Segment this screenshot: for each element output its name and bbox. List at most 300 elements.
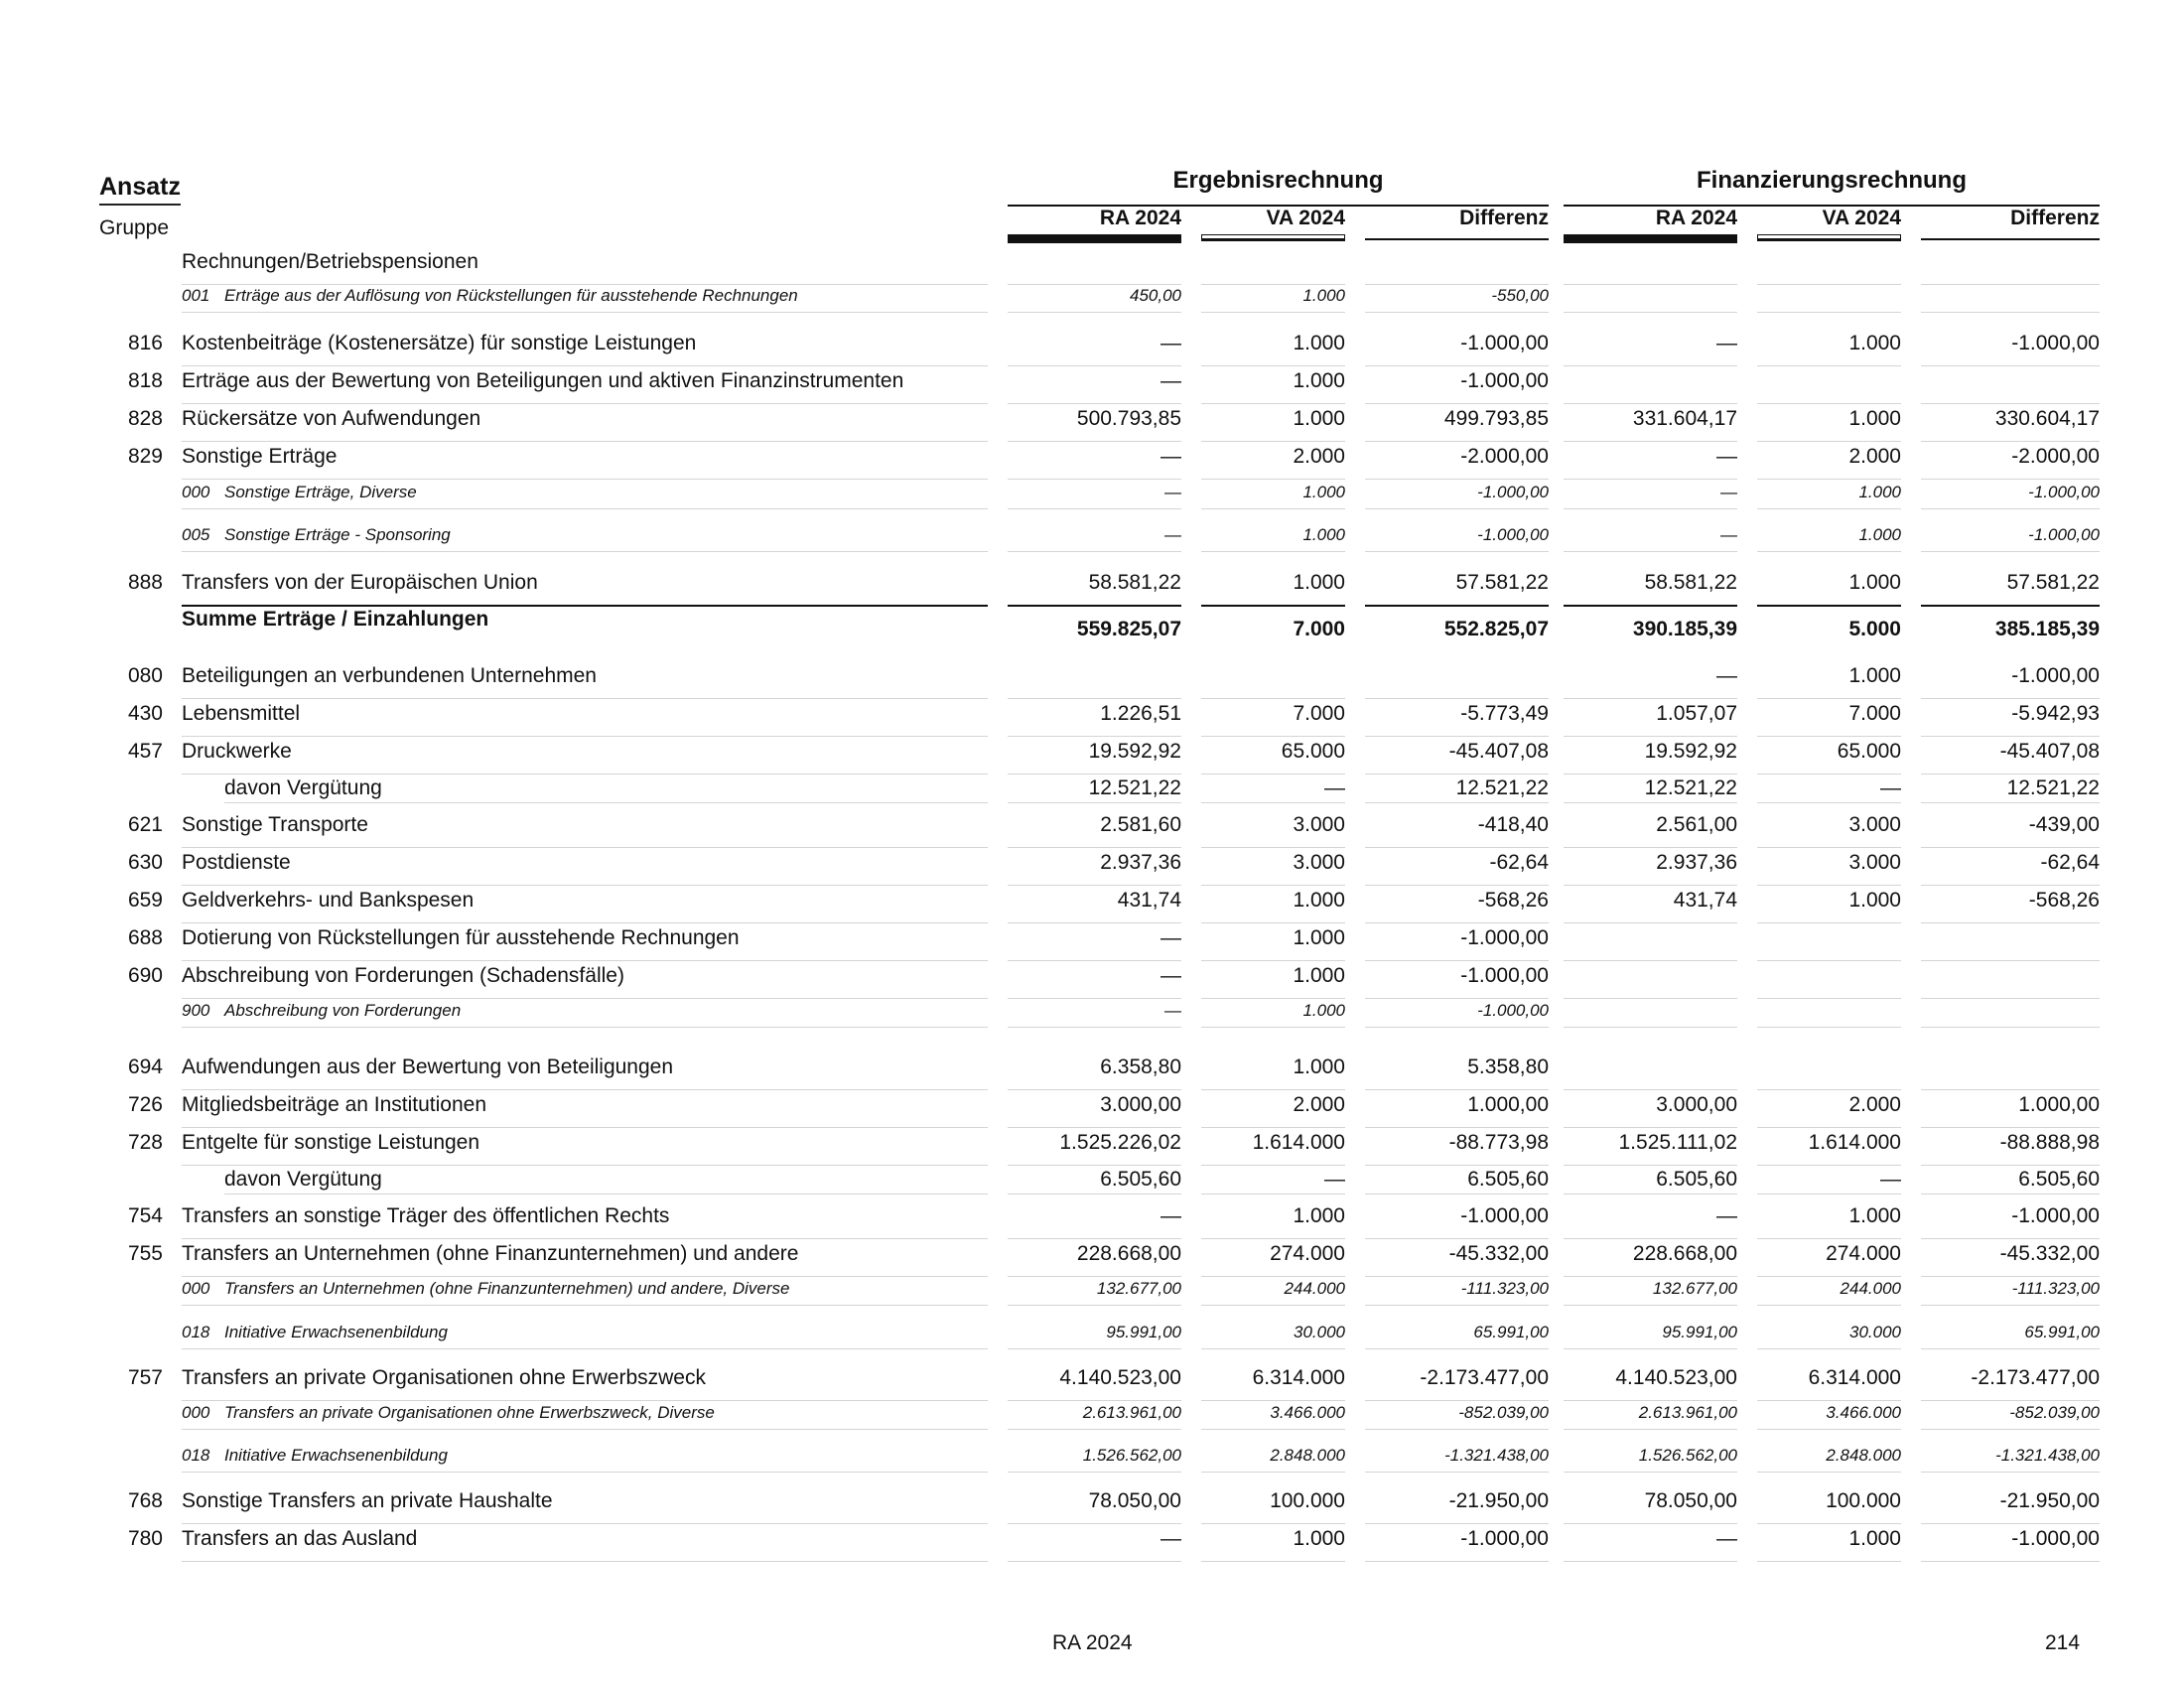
value-cell: -1.000,00 [1477, 1001, 1549, 1020]
row-divider [182, 698, 988, 699]
value-cell: -1.321.438,00 [1995, 1446, 2100, 1465]
value-cell: — [1716, 445, 1737, 468]
row-subcode: 000 [182, 483, 210, 501]
cell-divider [1921, 698, 2100, 699]
cell-divider [1365, 698, 1549, 699]
cell-divider [1564, 998, 1737, 999]
value-cell: 1.000 [1848, 889, 1901, 912]
row-divider [182, 1400, 988, 1401]
row-label: Druckwerke [182, 740, 292, 763]
value-cell: 3.000 [1848, 813, 1901, 836]
value-cell: 78.050,00 [1644, 1489, 1737, 1512]
cell-divider [1921, 1276, 2100, 1277]
value-cell: 1.000 [1848, 407, 1901, 430]
row-label: Initiative Erwachsenenbildung [224, 1446, 448, 1465]
row-divider [182, 1089, 988, 1090]
cell-divider [1365, 960, 1549, 961]
value-cell: 431,74 [1117, 889, 1181, 912]
value-cell: -1.000,00 [1460, 369, 1549, 392]
value-cell: — [1164, 1001, 1181, 1020]
cell-divider [1201, 1238, 1345, 1239]
value-cell: 559.825,07 [1076, 618, 1181, 640]
cell-divider [1201, 479, 1345, 480]
row-label: Lebensmittel [182, 702, 301, 725]
row-subcode: 900 [182, 1001, 210, 1020]
value-cell: -1.321.438,00 [1444, 1446, 1549, 1465]
col-differenz-finanzierung: Differenz [1921, 207, 2100, 240]
value-cell: 6.505,60 [2018, 1168, 2100, 1191]
row-divider [182, 847, 988, 848]
value-cell: 1.000 [1293, 926, 1345, 949]
cell-divider [1757, 403, 1901, 404]
cell-divider [1365, 551, 1549, 552]
value-cell: -1.000,00 [2028, 525, 2100, 544]
value-cell: 1.614.000 [1252, 1131, 1345, 1154]
cell-divider [1201, 1194, 1345, 1195]
value-cell: 1.000 [1848, 1527, 1901, 1550]
value-cell: — [1164, 525, 1181, 544]
cell-divider [1921, 1194, 2100, 1195]
row-label: Dotierung von Rückstellungen für ausstehende Rechnungen [182, 926, 740, 949]
row-divider [182, 1429, 988, 1430]
value-cell: 6.358,80 [1100, 1055, 1181, 1078]
value-cell: 65.991,00 [2024, 1323, 2100, 1341]
cell-divider [1008, 1429, 1181, 1430]
cell-divider [1008, 1027, 1181, 1028]
value-cell: 1.000 [1858, 483, 1901, 501]
value-cell: 6.314.000 [1252, 1366, 1345, 1389]
cell-divider [1564, 802, 1737, 803]
value-cell: — [1160, 1527, 1181, 1550]
cell-divider [1201, 736, 1345, 737]
value-cell: 132.677,00 [1652, 1279, 1737, 1298]
row-divider [182, 365, 988, 366]
cell-divider [1921, 1127, 2100, 1128]
cell-divider [1921, 284, 2100, 285]
cell-divider [1365, 802, 1549, 803]
value-cell: 3.000 [1293, 813, 1345, 836]
row-code: 755 [127, 1242, 163, 1265]
row-divider [182, 479, 988, 480]
cell-divider [1757, 1276, 1901, 1277]
cell-divider [1757, 1194, 1901, 1195]
value-cell: 1.000 [1302, 286, 1345, 305]
cell-divider [1201, 1027, 1345, 1028]
cell-divider [1365, 1238, 1549, 1239]
value-cell: 12.521,22 [1088, 776, 1181, 799]
value-cell: 1.000 [1302, 1001, 1345, 1020]
cell-divider [1365, 1089, 1549, 1090]
cell-divider [1564, 1305, 1737, 1306]
cell-divider [1008, 403, 1181, 404]
row-label: Erträge aus der Auflösung von Rückstellungen für ausstehende Rechnungen [224, 286, 798, 305]
cell-divider [1757, 365, 1901, 366]
value-cell: 1.000,00 [2018, 1093, 2100, 1116]
cell-divider [1921, 736, 2100, 737]
cell-divider [1008, 698, 1181, 699]
cell-divider [1564, 284, 1737, 285]
value-cell: -1.000,00 [1477, 483, 1549, 501]
value-cell: 330.604,17 [1994, 407, 2100, 430]
cell-divider [1008, 1127, 1181, 1128]
cell-divider [1008, 605, 1181, 607]
cell-divider [1757, 1165, 1901, 1166]
cell-divider [1365, 312, 1549, 313]
cell-divider [1564, 1348, 1737, 1349]
value-cell: 331.604,17 [1632, 407, 1737, 430]
value-cell: -1.000,00 [2011, 332, 2100, 354]
value-cell: 7.000 [1293, 618, 1345, 640]
row-code: 726 [127, 1093, 163, 1116]
value-cell: 1.000 [1293, 369, 1345, 392]
value-cell: 6.505,60 [1656, 1168, 1737, 1191]
value-cell: 2.613.961,00 [1638, 1403, 1737, 1422]
cell-divider [1365, 1523, 1549, 1524]
value-cell: — [1324, 1168, 1345, 1191]
row-divider [182, 441, 988, 442]
value-cell: 3.466.000 [1270, 1403, 1345, 1422]
cell-divider [1008, 1561, 1181, 1562]
cell-divider [1201, 312, 1345, 313]
row-divider [182, 1238, 988, 1239]
row-divider [182, 605, 988, 607]
value-cell: 58.581,22 [1088, 571, 1181, 594]
cell-divider [1365, 403, 1549, 404]
cell-divider [1757, 312, 1901, 313]
cell-divider [1201, 1400, 1345, 1401]
value-cell: 1.000 [1858, 525, 1901, 544]
row-divider [182, 922, 988, 923]
cell-divider [1008, 365, 1181, 366]
row-divider [182, 1472, 988, 1473]
row-label: Entgelte für sonstige Leistungen [182, 1131, 480, 1154]
value-cell: 1.000 [1293, 964, 1345, 987]
row-subcode: 018 [182, 1446, 210, 1465]
cell-divider [1365, 736, 1549, 737]
row-divider [182, 960, 988, 961]
value-cell: -111.323,00 [1460, 1279, 1549, 1298]
value-cell: — [1720, 483, 1737, 501]
value-cell: 5.358,80 [1467, 1055, 1549, 1078]
cell-divider [1564, 1472, 1737, 1473]
cell-divider [1757, 1561, 1901, 1562]
cell-divider [1365, 1027, 1549, 1028]
value-cell: — [1160, 926, 1181, 949]
value-cell: -1.000,00 [2028, 483, 2100, 501]
value-cell: 450,00 [1130, 286, 1181, 305]
cell-divider [1008, 508, 1181, 509]
cell-divider [1365, 508, 1549, 509]
row-label: Kostenbeiträge (Kostenersätze) für sonstige Leistungen [182, 332, 697, 354]
value-cell: -5.942,93 [2011, 702, 2100, 725]
value-cell: -852.039,00 [2009, 1403, 2100, 1422]
row-divider [182, 1127, 988, 1128]
cell-divider [1921, 1429, 2100, 1430]
value-cell: -1.000,00 [1460, 926, 1549, 949]
cell-divider [1365, 922, 1549, 923]
cell-divider [1757, 922, 1901, 923]
cell-divider [1201, 1472, 1345, 1473]
cell-divider [1564, 736, 1737, 737]
cell-divider [1564, 1194, 1737, 1195]
value-cell: 228.668,00 [1632, 1242, 1737, 1265]
value-cell: 385.185,39 [1994, 618, 2100, 640]
value-cell: 1.000 [1848, 571, 1901, 594]
cell-divider [1008, 1089, 1181, 1090]
cell-divider [1008, 1400, 1181, 1401]
row-code: 829 [127, 445, 163, 468]
value-cell: 19.592,92 [1088, 740, 1181, 763]
cell-divider [1921, 1089, 2100, 1090]
cell-divider [1365, 1472, 1549, 1473]
cell-divider [1365, 1561, 1549, 1562]
cell-divider [1757, 998, 1901, 999]
cell-divider [1008, 1165, 1181, 1166]
cell-divider [1921, 1027, 2100, 1028]
value-cell: 12.521,22 [2006, 776, 2100, 799]
row-divider [182, 1276, 988, 1277]
value-cell: 390.185,39 [1632, 618, 1737, 640]
row-divider [182, 1027, 988, 1028]
cell-divider [1921, 312, 2100, 313]
value-cell: 3.466.000 [1826, 1403, 1901, 1422]
cell-divider [1365, 284, 1549, 285]
cell-divider [1365, 1194, 1549, 1195]
value-cell: -1.000,00 [1460, 1527, 1549, 1550]
value-cell: 30.000 [1849, 1323, 1901, 1341]
value-cell: 274.000 [1826, 1242, 1901, 1265]
row-label: Transfers an private Organisationen ohne Erwerbszweck [182, 1366, 706, 1389]
row-subcode: 000 [182, 1403, 210, 1422]
ra-legend-bar [1008, 234, 1181, 243]
value-cell: 19.592,92 [1644, 740, 1737, 763]
value-cell: -439,00 [2028, 813, 2100, 836]
value-cell: -1.000,00 [1460, 332, 1549, 354]
value-cell: — [1160, 1204, 1181, 1227]
row-label: Transfers an das Ausland [182, 1527, 418, 1550]
cell-divider [1008, 802, 1181, 803]
value-cell: 132.677,00 [1096, 1279, 1181, 1298]
value-cell: 78.050,00 [1088, 1489, 1181, 1512]
cell-divider [1365, 1127, 1549, 1128]
cell-divider [1564, 1238, 1737, 1239]
value-cell: -45.407,08 [1448, 740, 1549, 763]
cell-divider [1921, 1165, 2100, 1166]
value-cell: — [1716, 1527, 1737, 1550]
ra-legend-bar [1564, 234, 1737, 243]
cell-divider [1757, 885, 1901, 886]
row-label: davon Vergütung [224, 776, 382, 799]
value-cell: 4.140.523,00 [1615, 1366, 1737, 1389]
value-cell: 2.000 [1293, 445, 1345, 468]
cell-divider [1201, 508, 1345, 509]
ergebnisrechnung-heading: Ergebnisrechnung [1008, 167, 1549, 207]
value-cell: 1.000 [1293, 1204, 1345, 1227]
value-cell: -2.173.477,00 [1420, 1366, 1549, 1389]
value-cell: -45.332,00 [1999, 1242, 2100, 1265]
value-cell: 1.526.562,00 [1638, 1446, 1737, 1465]
cell-divider [1564, 1276, 1737, 1277]
value-cell: 499.793,85 [1443, 407, 1549, 430]
cell-divider [1757, 605, 1901, 607]
value-cell: -568,26 [2028, 889, 2100, 912]
cell-divider [1921, 960, 2100, 961]
value-cell: 6.505,60 [1467, 1168, 1549, 1191]
row-subcode: 001 [182, 286, 210, 305]
cell-divider [1564, 1561, 1737, 1562]
row-label: davon Vergütung [224, 1168, 382, 1191]
value-cell: 1.000 [1293, 1055, 1345, 1078]
ansatz-heading: Ansatz [99, 173, 181, 206]
cell-divider [1921, 479, 2100, 480]
value-cell: 6.314.000 [1808, 1366, 1901, 1389]
value-cell: 12.521,22 [1455, 776, 1549, 799]
cell-divider [1757, 1348, 1901, 1349]
value-cell: -88.888,98 [1999, 1131, 2100, 1154]
value-cell: 244.000 [1840, 1279, 1901, 1298]
cell-divider [1564, 441, 1737, 442]
cell-divider [1365, 1165, 1549, 1166]
value-cell: 5.000 [1848, 618, 1901, 640]
row-code: 630 [127, 851, 163, 874]
row-code: 828 [127, 407, 163, 430]
cell-divider [1757, 1472, 1901, 1473]
cell-divider [1921, 1238, 2100, 1239]
value-cell: 2.000 [1848, 445, 1901, 468]
cell-divider [1201, 998, 1345, 999]
value-cell: -62,64 [2040, 851, 2100, 874]
value-cell: 1.000 [1293, 1527, 1345, 1550]
cell-divider [1564, 1429, 1737, 1430]
cell-divider [1365, 847, 1549, 848]
cell-divider [1921, 922, 2100, 923]
value-cell: 100.000 [1270, 1489, 1345, 1512]
cell-divider [1201, 365, 1345, 366]
value-cell: 1.525.111,02 [1618, 1131, 1737, 1154]
value-cell: 57.581,22 [1455, 571, 1549, 594]
value-cell: -550,00 [1491, 286, 1549, 305]
cell-divider [1921, 1400, 2100, 1401]
cell-divider [1921, 441, 2100, 442]
cell-divider [1564, 1165, 1737, 1166]
row-label: Sonstige Erträge - Sponsoring [224, 525, 451, 544]
cell-divider [1564, 1027, 1737, 1028]
value-cell: — [1160, 332, 1181, 354]
cell-divider [1757, 1400, 1901, 1401]
row-code: 690 [127, 964, 163, 987]
cell-divider [1201, 403, 1345, 404]
cell-divider [1008, 885, 1181, 886]
value-cell: 2.581,60 [1100, 813, 1181, 836]
value-cell: 65.991,00 [1473, 1323, 1549, 1341]
cell-divider [1201, 1127, 1345, 1128]
value-cell: 1.000 [1293, 571, 1345, 594]
cell-divider [1365, 1429, 1549, 1430]
cell-divider [1201, 885, 1345, 886]
value-cell: 7.000 [1848, 702, 1901, 725]
row-divider [182, 885, 988, 886]
value-cell: 1.525.226,02 [1059, 1131, 1181, 1154]
page-number: 214 [2045, 1631, 2081, 1654]
value-cell: — [1160, 369, 1181, 392]
cell-divider [1008, 922, 1181, 923]
cell-divider [1201, 551, 1345, 552]
row-label: Postdienste [182, 851, 291, 874]
cell-divider [1365, 1400, 1549, 1401]
row-label: Geldverkehrs- und Bankspesen [182, 889, 475, 912]
cell-divider [1008, 998, 1181, 999]
cell-divider [1008, 312, 1181, 313]
footer-title: RA 2024 [1052, 1631, 1133, 1654]
cell-divider [1365, 1348, 1549, 1349]
cell-divider [1757, 441, 1901, 442]
cell-divider [1921, 1305, 2100, 1306]
value-cell: 3.000 [1293, 851, 1345, 874]
value-cell: 1.000 [1293, 889, 1345, 912]
row-label: Erträge aus der Bewertung von Beteiligungen und aktiven Finanzinstrumenten [182, 369, 904, 392]
cell-divider [1757, 1523, 1901, 1524]
cell-divider [1921, 1348, 2100, 1349]
cell-divider [1757, 284, 1901, 285]
finanzierungsrechnung-heading: Finanzierungsrechnung [1564, 167, 2100, 207]
cell-divider [1564, 1089, 1737, 1090]
value-cell: 1.000 [1848, 1204, 1901, 1227]
col-va2024-finanzierung: VA 2024 [1757, 207, 1901, 240]
row-divider [182, 736, 988, 737]
cell-divider [1564, 312, 1737, 313]
row-divider [182, 1165, 988, 1166]
row-label: Transfers an private Organisationen ohne Erwerbszweck, Diverse [224, 1403, 715, 1422]
row-label: Sonstige Transporte [182, 813, 368, 836]
value-cell: 1.000 [1848, 664, 1901, 687]
cell-divider [1921, 1523, 2100, 1524]
value-cell: 552.825,07 [1443, 618, 1549, 640]
cell-divider [1757, 1429, 1901, 1430]
cell-divider [1201, 1305, 1345, 1306]
cell-divider [1201, 1348, 1345, 1349]
value-cell: -1.000,00 [2011, 664, 2100, 687]
row-label: Initiative Erwachsenenbildung [224, 1323, 448, 1341]
value-cell: 1.226,51 [1100, 702, 1181, 725]
row-code: 080 [127, 664, 163, 687]
cell-divider [1008, 1472, 1181, 1473]
value-cell: 30.000 [1294, 1323, 1345, 1341]
cell-divider [1564, 403, 1737, 404]
cell-divider [1201, 1089, 1345, 1090]
row-code: 621 [127, 813, 163, 836]
cell-divider [1201, 698, 1345, 699]
cell-divider [1008, 1523, 1181, 1524]
cell-divider [1921, 847, 2100, 848]
value-cell: -418,40 [1477, 813, 1549, 836]
value-cell: 65.000 [1281, 740, 1345, 763]
value-cell: 2.561,00 [1656, 813, 1737, 836]
value-cell: — [1880, 776, 1901, 799]
cell-divider [1365, 605, 1549, 607]
col-differenz-ergebnis: Differenz [1365, 207, 1549, 240]
cell-divider [1921, 998, 2100, 999]
cell-divider [1008, 960, 1181, 961]
value-cell: -1.000,00 [1477, 525, 1549, 544]
gruppe-heading: Gruppe [99, 216, 170, 239]
value-cell: -45.407,08 [1999, 740, 2100, 763]
cell-divider [1757, 736, 1901, 737]
cell-divider [1201, 1276, 1345, 1277]
col-ra2024-ergebnis: RA 2024 [1008, 207, 1181, 240]
value-cell: 2.000 [1848, 1093, 1901, 1116]
cell-divider [1757, 508, 1901, 509]
row-divider [182, 403, 988, 404]
